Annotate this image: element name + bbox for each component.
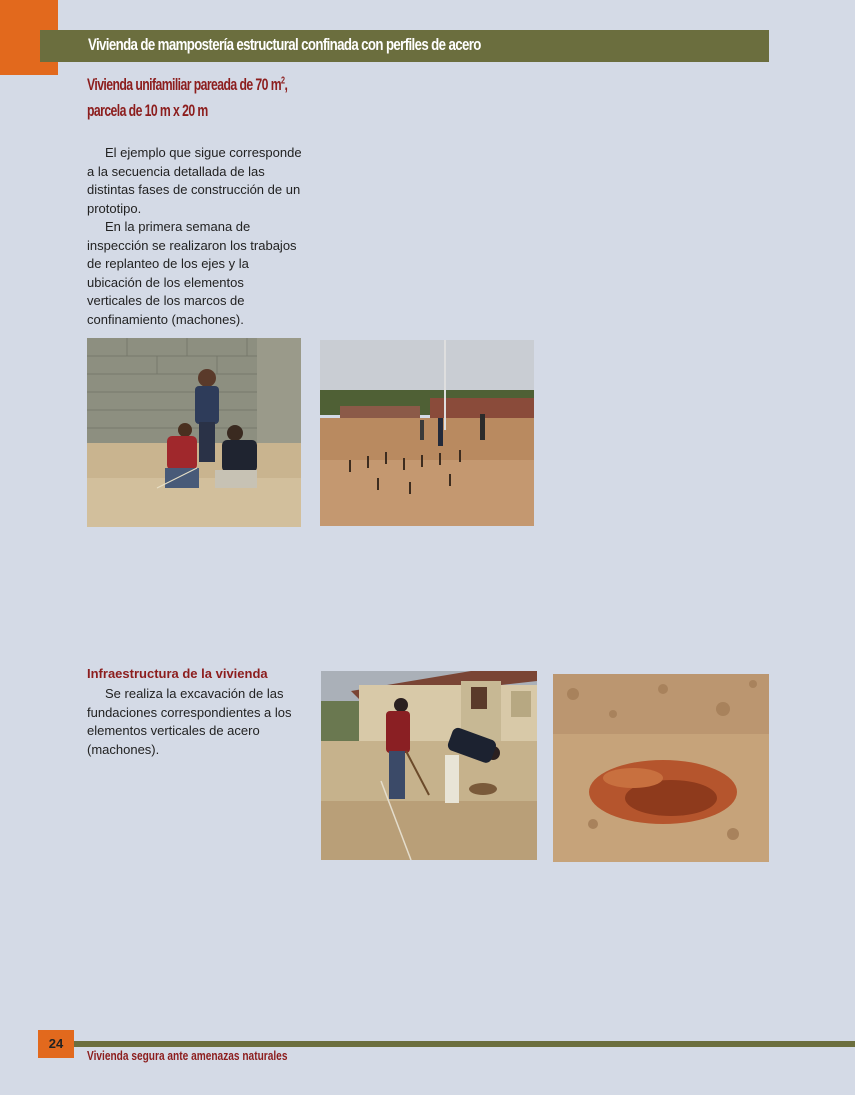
subtitle-line-2: parcela de 10 m x 20 m (87, 101, 208, 120)
page-number: 24 (48, 1036, 64, 1051)
footer-title: Vivienda segura ante amenazas naturales (87, 1048, 288, 1063)
footer-rule (40, 1041, 855, 1047)
intro-text (87, 144, 302, 329)
page-title: Vivienda de mampostería estructural confinada con perfiles de acero (88, 35, 481, 54)
subtitle-superscript: 2 (281, 75, 285, 87)
infra-paragraph: Se realiza la excavación de las fundaciones correspondientes a los elementos verticales de acero (machones). (87, 686, 292, 757)
page-number-badge (38, 1030, 74, 1058)
subtitle-line-1 (87, 75, 287, 95)
section-heading-infraestructura: Infraestructura de la vivienda (87, 666, 268, 681)
photo-workers-measuring (87, 338, 301, 527)
subtitle-prefix: Vivienda unifamiliar pareada de 70 m (87, 75, 282, 94)
infra-text (87, 685, 302, 759)
intro-paragraph-2: En la primera semana de inspección se realizaron los trabajos de replanteo de los ejes y la ubicación de los elementos verticales de los marcos de confinamiento (machones). (87, 219, 297, 327)
header-bar (40, 30, 769, 62)
photo-site-layout (320, 340, 534, 526)
photo-workers-excavating (321, 671, 537, 860)
photo-excavation-pit (553, 674, 769, 862)
subtitle-suffix: , (284, 75, 288, 94)
intro-paragraph-1: El ejemplo que sigue corresponde a la secuencia detallada de las distintas fases de construcción de un prototipo. (87, 145, 302, 216)
